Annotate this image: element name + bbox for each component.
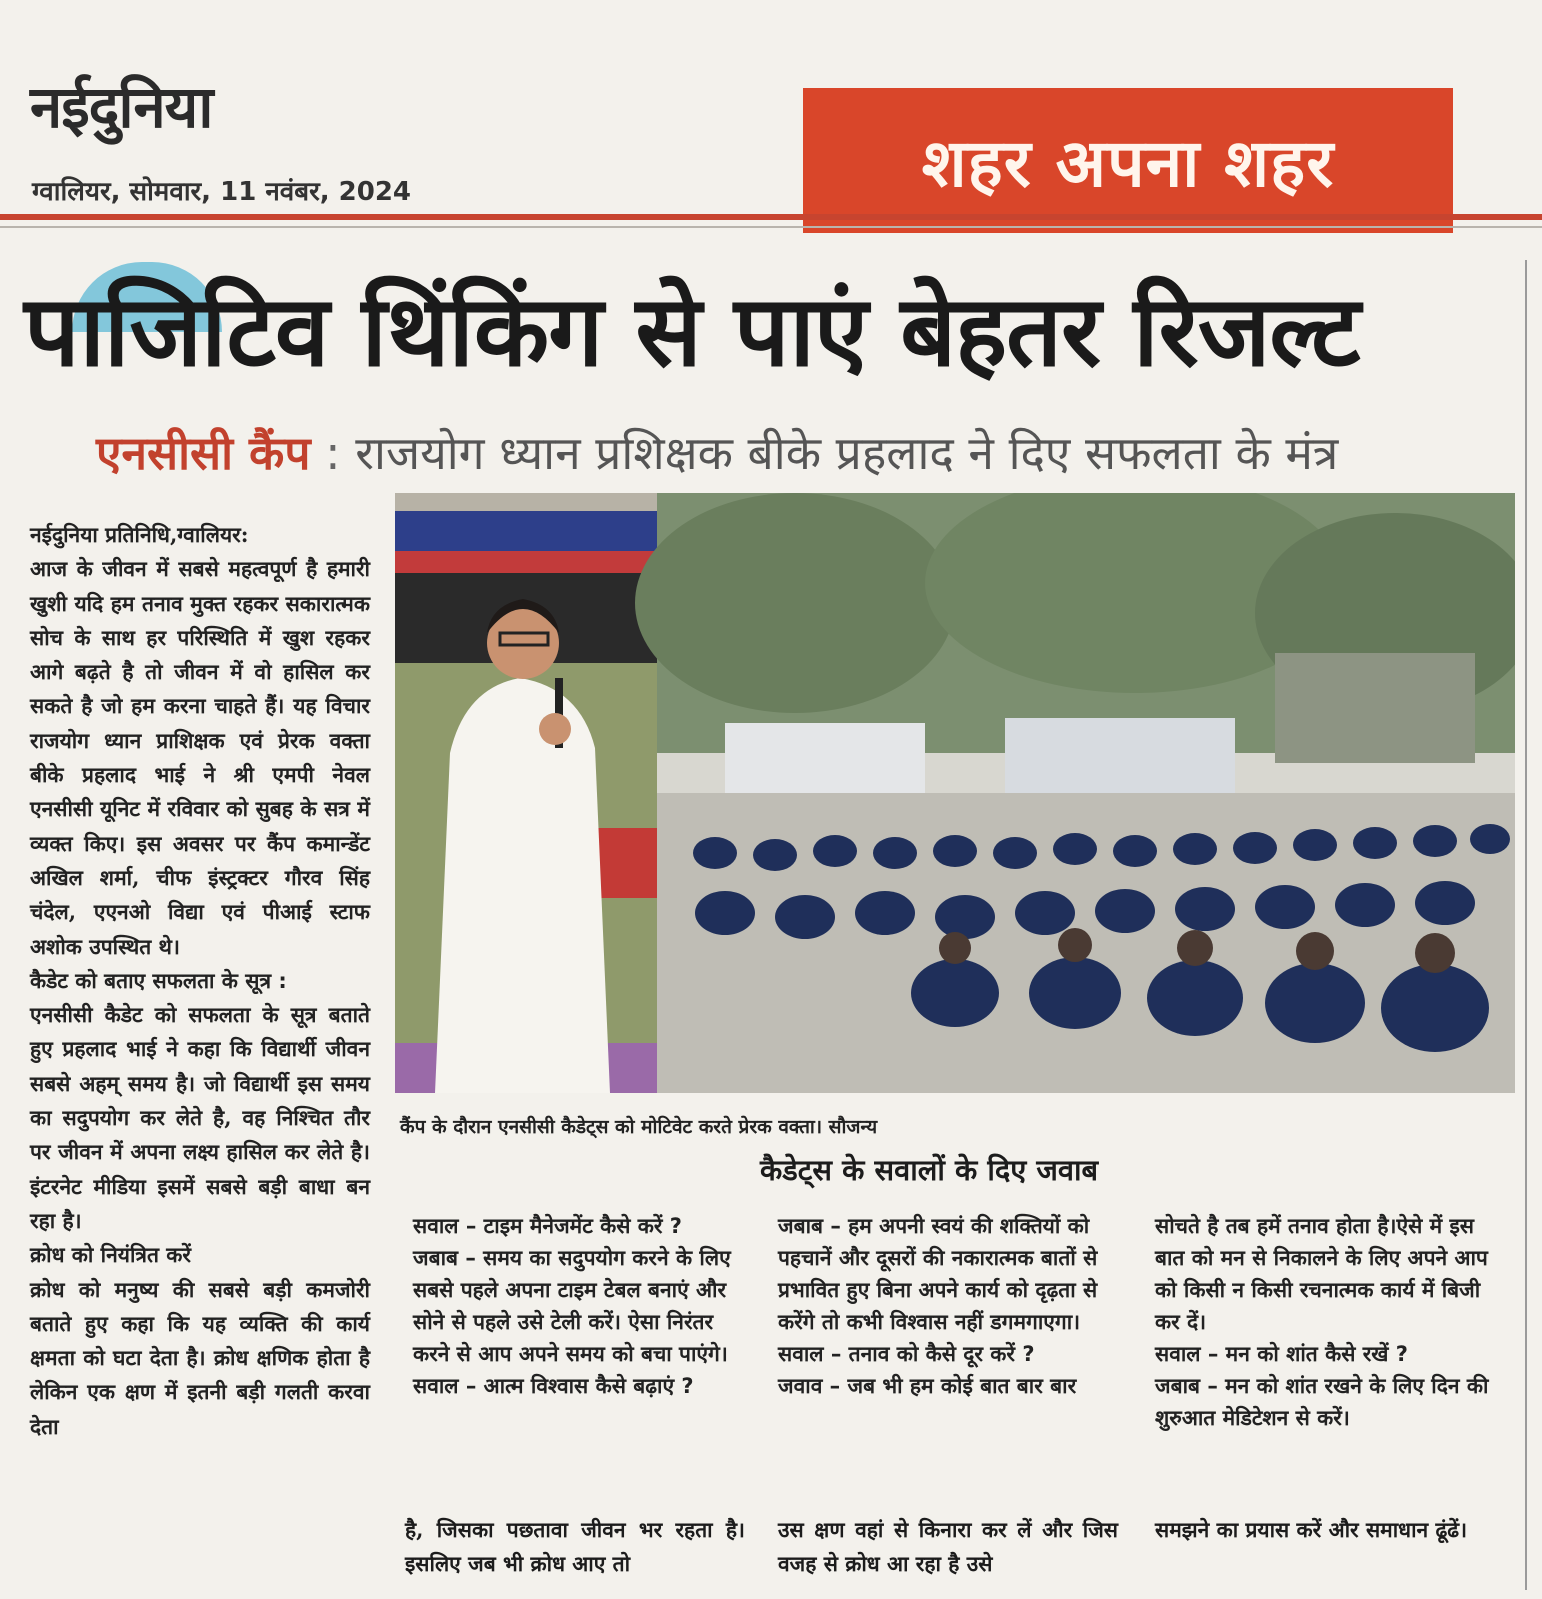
- bus: [725, 723, 925, 803]
- paragraph: आज के जीवन में सबसे महत्वपूर्ण है हमारी खुशी यदि हम तनाव मुक्त रहकर सकारात्मक सोच के साथ हर परिस्थिति में खुश रहकर आगे बढ़ते है तो जीवन में वो हासिल कर सकते है जो हम करना चाहते हैं। यह विचार राजयोग ध्यान प्राशिक्षक एवं प्रेरक वक्ता बीके प्रहलाद भाई ने श्री एमपी नेवल एनसीसी यूनिट में रविवार को सुबह के सत्र में व्यक्त किए। इस अवसर पर कैंप कमान्डेंट अखिल शर्मा, चीफ इंस्ट्रक्टर गौरव सिंह चंदेल, एएनओ विद्या एवं पीआई स्टाफ अशोक उपस्थित थे।: [30, 556, 370, 959]
- qa-question: सवाल – टाइम मैनेजमेंट कैसे करें ?: [413, 1214, 682, 1238]
- photo-caption: कैंप के दौरान एनसीसी कैडेट्स को मोटिवेट करते प्रेरक वक्ता। सौजन्य: [400, 1116, 878, 1138]
- qa-column-2: [778, 1210, 1118, 1402]
- kicker: एनसीसी कैंप: [96, 426, 311, 480]
- qa-heading: कैडेट्स के सवालों के दिए जवाब: [760, 1153, 1099, 1187]
- section-banner-title: शहर अपना शहर: [921, 124, 1335, 202]
- stage-canopy-red: [395, 551, 657, 573]
- qa-answer: जबाब – हम अपनी स्वयं की शक्तियों को पहचानें और दूसरों की नकारात्मक बातों से प्रभावित हुए बिना अपने कार्य को दृढ़ता से करेंगे तो कभी विश्वास नहीं डगमगाएगा।: [778, 1214, 1098, 1334]
- article-continuation: समझने का प्रयास करें और समाधान ढूंढें।: [1155, 1517, 1468, 1542]
- kicker-separator: :: [325, 426, 356, 480]
- masthead-rule-grey: [0, 226, 1542, 228]
- page-edge-line: [1525, 260, 1527, 1590]
- bus: [1005, 718, 1235, 803]
- speaker-hand: [539, 713, 571, 745]
- army-truck: [1275, 653, 1475, 763]
- masthead-logo: नईदुनिया: [30, 73, 213, 141]
- article-continuation: उस क्षण वहां से किनारा कर लें और जिस वजह से क्रोध आ रहा है उसे: [778, 1517, 1118, 1576]
- qa-question: सवाल – तनाव को कैसे दूर करें ?: [778, 1342, 1035, 1366]
- section-banner: [803, 88, 1453, 233]
- subheading: कैडेट को बताए सफलता के सूत्र :: [30, 968, 287, 993]
- qa-column-3: [1155, 1210, 1495, 1434]
- byline: नईदुनिया प्रतिनिधि,ग्वालियर:: [30, 522, 249, 547]
- qa-answer: सोचते है तब हमें तनाव होता है।ऐसे में इस बात को मन से निकालने के लिए अपने आप को किसी न किसी रचनात्मक कार्य में बिजी कर दें।: [1155, 1214, 1488, 1334]
- dateline: ग्वालियर, सोमवार, 11 नवंबर, 2024: [32, 177, 412, 207]
- photo-illustration: [395, 493, 1515, 1093]
- deck: राजयोग ध्यान प्रशिक्षक बीके प्रहलाद ने दिए सफलता के मंत्र: [355, 426, 1339, 480]
- stage-canopy-blue: [395, 511, 657, 551]
- qa-answer: जबाब – मन को शांत रखने के लिए दिन की शुरुआत मेडिटेशन से करें।: [1155, 1374, 1489, 1430]
- article-continuation: है, जिसका पछतावा जीवन भर रहता है। इसलिए जब भी क्रोध आए तो: [405, 1517, 745, 1576]
- qa-question: सवाल – मन को शांत कैसे रखें ?: [1155, 1342, 1408, 1366]
- paragraph: एनसीसी कैडेट को सफलता के सूत्र बताते हुए प्रहलाद भाई ने कहा कि विद्यार्थी जीवन सबसे अहम् समय है। जो विद्यार्थी इस समय का सदुपयोग कर लेते है, वह निश्चित तौर पर जीवन में अपना लक्ष्य हासिल कर लेते है। इंटरनेट मीडिया इसमें सबसे बड़ी बाधा बन रहा है।: [30, 1002, 370, 1233]
- subheadline: [96, 428, 1338, 479]
- paragraph: क्रोध को मनुष्य की सबसे बड़ी कमजोरी बताते हुए कहा कि यह व्यक्ति की कार्य क्षमता को घटा देता है। क्रोध क्षणिक होता है लेकिन एक क्षण में इतनी बड़ी गलती करवा देता: [30, 1276, 370, 1439]
- qa-question: सवाल – आत्म विश्वास कैसे बढ़ाएं ?: [413, 1374, 694, 1398]
- subheading: क्रोध को नियंत्रित करें: [30, 1243, 191, 1268]
- qa-answer: जबाब – समय का सदुपयोग करने के लिए सबसे पहले अपना टाइम टेबल बनाएं और सोने से पहले उसे टेली करें। ऐसा निरंतर करने से आप अपने समय को बचा पाएंगे।: [413, 1246, 731, 1366]
- qa-answer: जवाव – जब भी हम कोई बात बार बार: [778, 1374, 1077, 1398]
- qa-column-1: [413, 1210, 743, 1402]
- speaker-white-kurta: [435, 678, 610, 1093]
- masthead-rule-red: [0, 214, 1542, 220]
- article-body-left-column: [30, 518, 370, 1444]
- news-photo: [395, 493, 1515, 1093]
- headline: पाजिटिव थिंकिंग से पाएं बेहतर रिजल्ट: [24, 274, 1360, 389]
- tree-canopy: [635, 493, 955, 713]
